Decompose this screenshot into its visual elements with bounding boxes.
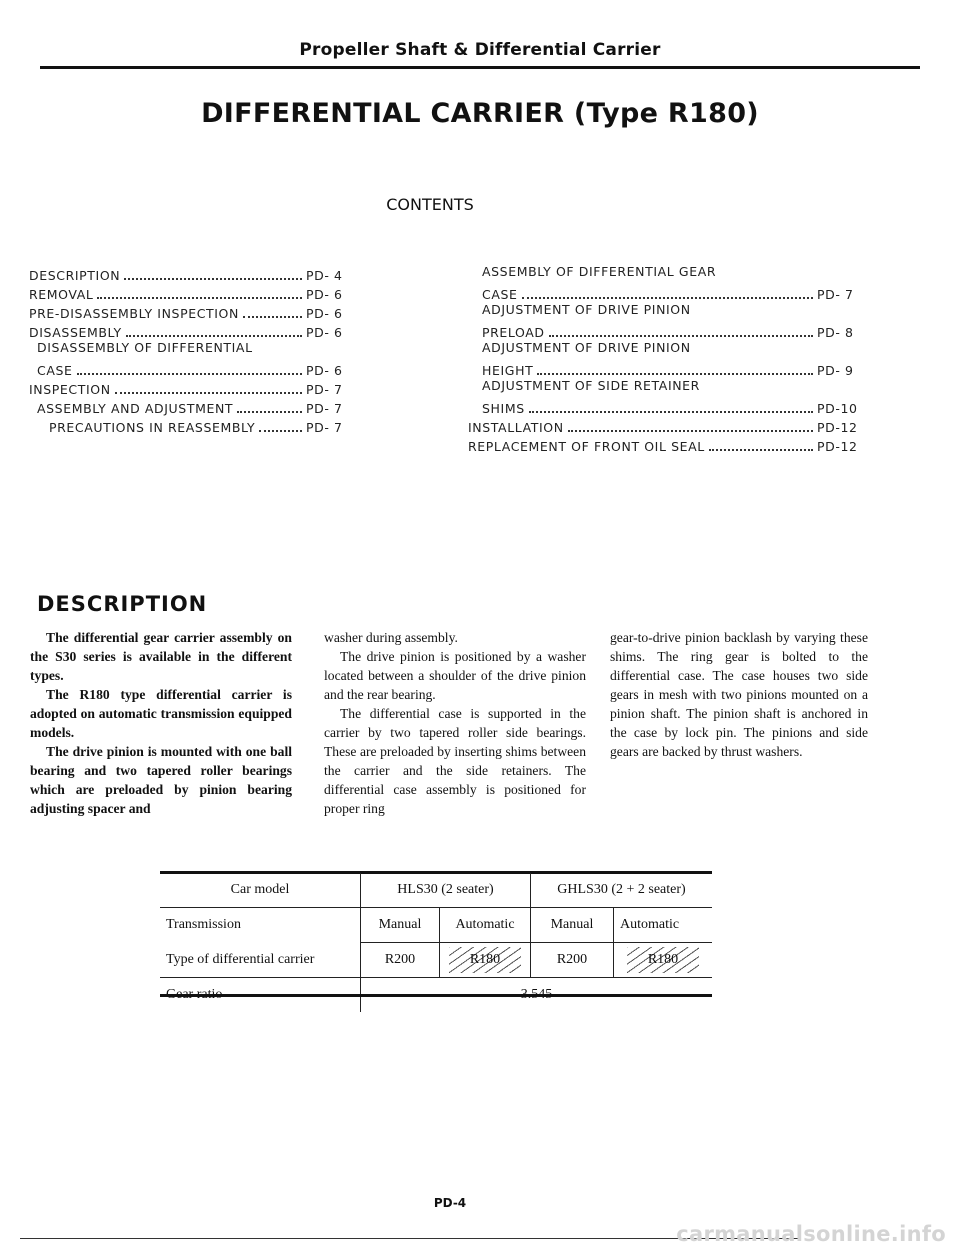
table-bottom-rule — [160, 994, 712, 997]
paragraph: The drive pinion is mounted with one ball bearing and two tapered roller bearings which are preloaded by pinion bearing adjusting spacer and — [30, 744, 292, 816]
toc-item[interactable]: REPLACEMENT OF FRONT OIL SEAL PD-12 — [468, 439, 858, 454]
table-cell: Automatic — [440, 908, 531, 943]
hatched-cell: R180 — [449, 947, 521, 973]
paragraph: The R180 type differential carrier is adopted on automatic transmission equipped models. — [30, 687, 292, 740]
table-cell: Transmission — [160, 908, 361, 943]
spec-table — [160, 873, 712, 1012]
table-cell — [614, 943, 713, 978]
table-header-cell: GHLS30 (2 + 2 seater) — [557, 882, 686, 897]
toc-item-label: ADJUSTMENT OF DRIVE PINION — [482, 302, 691, 317]
hatched-cell: R180 — [627, 947, 699, 973]
table-row — [160, 908, 712, 943]
table-header-cell: Car model — [160, 873, 361, 908]
toc-item[interactable]: CASE PD- 6 — [37, 363, 343, 378]
paragraph: gear-to-drive pinion backlash by varying these shims. The ring gear is bolted to the differential case. The case houses two side gears in mesh with two pinions mounted on a pinion shaft. The pinion shaft is anchored in the case by lock pin. The pinions and side gears are backed by thrust washers. — [610, 630, 868, 759]
description-column-2 — [324, 628, 586, 818]
toc-item[interactable]: CASE PD- 7 — [482, 287, 854, 302]
toc-item[interactable]: DISASSEMBLY PD- 6 — [29, 325, 343, 340]
table-cell — [440, 943, 531, 978]
toc-item[interactable]: PRELOAD PD- 8 — [482, 325, 854, 340]
table-cell: R200 — [531, 943, 614, 978]
watermark: carmanualsonline.info — [676, 1222, 946, 1246]
toc-item[interactable]: INSPECTION PD- 7 — [29, 382, 343, 397]
paragraph: washer during assembly. — [324, 630, 458, 645]
table-cell: Automatic — [614, 908, 713, 943]
table-cell: Manual — [361, 908, 440, 943]
toc-item[interactable]: REMOVAL PD- 6 — [29, 287, 343, 302]
table-row — [160, 873, 712, 908]
table-header-cell: HLS30 (2 seater) — [361, 873, 531, 908]
toc-item[interactable]: PRE-DISASSEMBLY INSPECTION PD- 6 — [29, 306, 343, 321]
table-cell: R200 — [361, 943, 440, 978]
page-title: DIFFERENTIAL CARRIER (Type R180) — [201, 98, 759, 129]
toc-item[interactable]: SHIMS PD-10 — [482, 401, 858, 416]
toc-item[interactable]: ASSEMBLY AND ADJUSTMENT PD- 7 — [37, 401, 343, 416]
running-header: Propeller Shaft & Differential Carrier — [299, 40, 661, 60]
description-column-3 — [610, 628, 868, 761]
toc-item-label: DISASSEMBLY OF DIFFERENTIAL — [37, 340, 253, 355]
paragraph: The differential case is supported in the carrier by two tapered roller side bearings. These are preloaded by inserting shims between the carrier and the side retainers. The differential case assembly is positioned for proper ring — [324, 706, 586, 816]
table-cell: Manual — [531, 908, 614, 943]
paragraph: The drive pinion is positioned by a washer located between a shoulder of the drive pinion and the rear bearing. — [324, 649, 586, 702]
paragraph: The differential gear carrier assembly on the S30 series is available in the different types. — [30, 630, 292, 683]
toc-item-label: ADJUSTMENT OF SIDE RETAINER — [482, 378, 700, 393]
section-heading: DESCRIPTION — [37, 592, 208, 616]
toc-item-label: ASSEMBLY OF DIFFERENTIAL GEAR — [482, 264, 717, 279]
toc-item[interactable]: HEIGHT PD- 9 — [482, 363, 854, 378]
page-number: PD-4 — [433, 1196, 467, 1210]
table-row — [160, 943, 712, 978]
description-column-1 — [30, 628, 292, 818]
toc-item[interactable]: INSTALLATION PD-12 — [468, 420, 858, 435]
toc-item-label: ADJUSTMENT OF DRIVE PINION — [482, 340, 691, 355]
table-cell: Type of differential carrier — [160, 943, 361, 978]
toc-item[interactable]: DESCRIPTION PD- 4 — [29, 268, 343, 283]
header-rule — [40, 66, 920, 69]
contents-heading: CONTENTS — [386, 195, 474, 214]
toc-item[interactable]: PRECAUTIONS IN REASSEMBLY PD- 7 — [49, 420, 343, 435]
